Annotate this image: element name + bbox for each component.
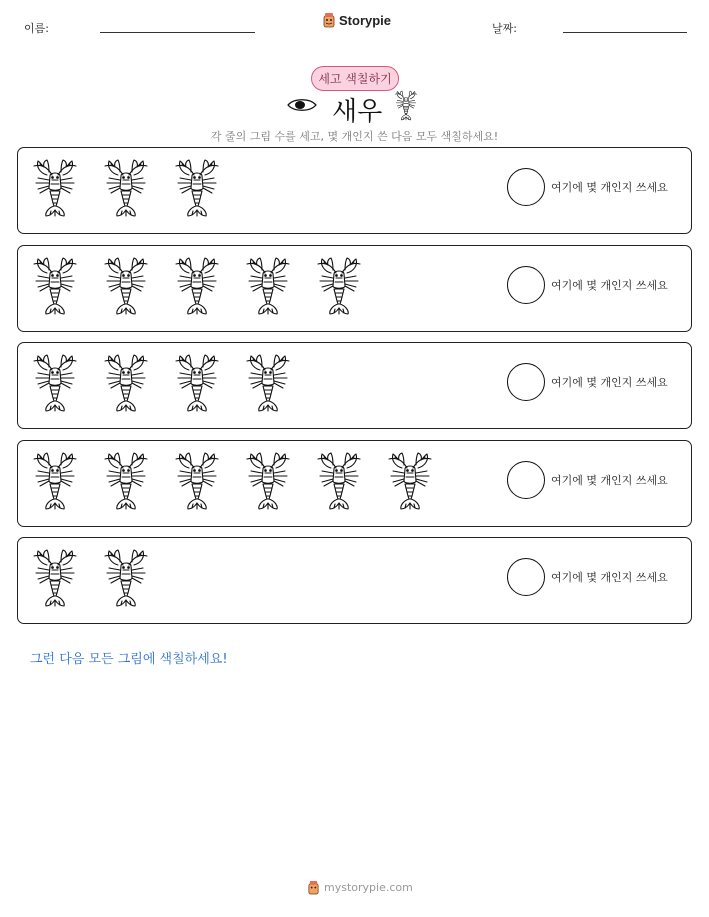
counting-row: [17, 147, 692, 234]
crayfish-icon: [101, 256, 151, 318]
storypie-logo-icon: [322, 12, 336, 28]
crayfish-icon: [30, 353, 80, 415]
answer-circle[interactable]: [507, 266, 545, 304]
counting-row: [17, 245, 692, 332]
crayfish-icon: [172, 451, 222, 513]
page-title: 새우: [332, 97, 383, 127]
answer-label: 여기에 몇 개인지 쓰세요: [551, 474, 668, 487]
crayfish-icon: [243, 256, 293, 318]
counting-row: [17, 537, 692, 624]
crayfish-icon: [172, 256, 222, 318]
crayfish-icon: [393, 90, 419, 122]
answer-label: 여기에 몇 개인지 쓰세요: [551, 279, 668, 292]
answer-circle[interactable]: [507, 558, 545, 596]
crayfish-icon: [243, 451, 293, 513]
date-label: 날짜:: [492, 22, 517, 35]
counting-row: [17, 440, 692, 527]
date-field[interactable]: [563, 32, 687, 33]
color-instruction: 그런 다음 모든 그림에 색칠하세요!: [30, 652, 228, 667]
footer: [307, 880, 413, 895]
crayfish-icon: [314, 256, 364, 318]
crayfish-icon: [30, 256, 80, 318]
storypie-logo: [322, 12, 391, 28]
crayfish-icon: [101, 353, 151, 415]
eye-icon: [286, 98, 318, 112]
answer-label: 여기에 몇 개인지 쓰세요: [551, 571, 668, 584]
crayfish-icon: [30, 548, 80, 610]
instructions: 각 줄의 그림 수를 세고, 몇 개인지 쓴 다음 모두 색칠하세요!: [210, 130, 499, 143]
crayfish-icon: [385, 451, 435, 513]
crayfish-icon: [30, 451, 80, 513]
storypie-logo-icon: [307, 880, 320, 895]
name-label: 이름:: [24, 22, 49, 35]
answer-label: 여기에 몇 개인지 쓰세요: [551, 376, 668, 389]
crayfish-icon: [314, 451, 364, 513]
crayfish-icon: [30, 158, 80, 220]
crayfish-icon: [172, 158, 222, 220]
answer-circle[interactable]: [507, 363, 545, 401]
answer-label: 여기에 몇 개인지 쓰세요: [551, 181, 668, 194]
name-field[interactable]: [100, 32, 255, 33]
crayfish-icon: [243, 353, 293, 415]
activity-badge: 세고 색칠하기: [311, 66, 399, 91]
counting-row: [17, 342, 692, 429]
footer-url: mystorypie.com: [324, 881, 413, 894]
answer-circle[interactable]: [507, 461, 545, 499]
crayfish-icon: [101, 451, 151, 513]
logo-text: Storypie: [339, 12, 392, 28]
crayfish-icon: [172, 353, 222, 415]
answer-circle[interactable]: [507, 168, 545, 206]
crayfish-icon: [101, 548, 151, 610]
crayfish-icon: [101, 158, 151, 220]
